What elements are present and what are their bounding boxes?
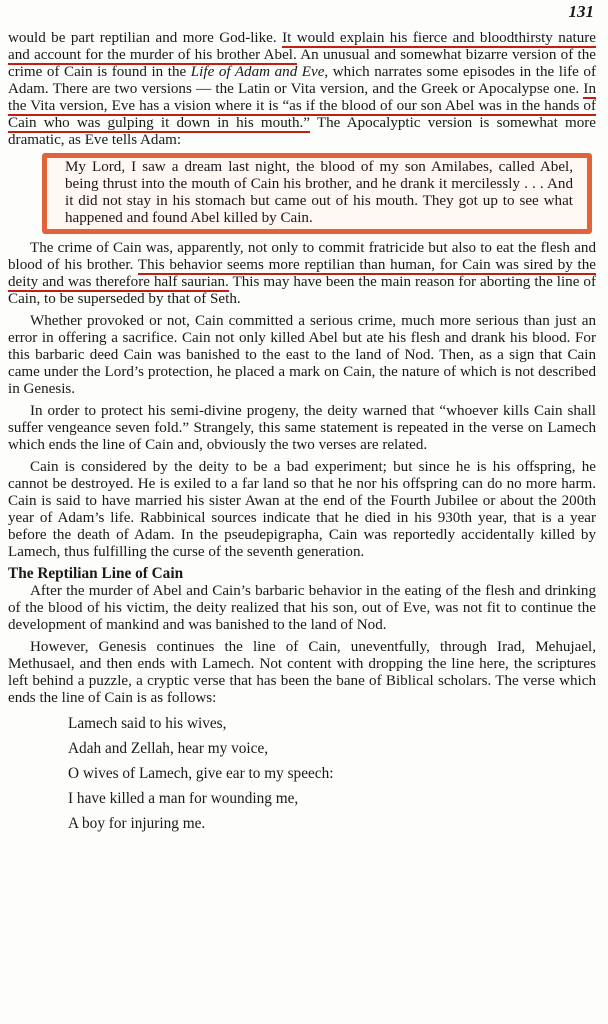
- text-span: This may have been the main reason for aborting the line of Cain, to be superseded by that of Seth.: [8, 274, 597, 307]
- page-content: [8, 30, 596, 836]
- paragraph-genesis-line: However, Genesis continues the line of Cain, uneventfully, through Irad, Mehujael, Methusael, and then ends with Lamech. Not content with dropping the line here, the scriptures left behind a puzzle, a cryptic verse that has been the bane of Biblical scholars. The verse which ends the line of Cain is as follows:: [8, 639, 596, 706]
- paragraph-provoked: Whether provoked or not, Cain committed a serious crime, much more serious than just an error in offering a sacrifice. Cain not only killed Abel but ate his flesh and drank his blood. For this barbaric deed Cain was banished to the east to the land of Nod. Then, as a sign that Cain came under the Lord’s protection, he placed a mark on Cain, the nature of which is not described in Genesis.: [8, 313, 596, 397]
- paragraph-crime-of-cain: [8, 240, 596, 308]
- verse-block: [68, 711, 596, 836]
- text-span: The Apocalyptic version is somewhat more dramatic, as Eve tells Adam:: [8, 115, 596, 148]
- verse-line: A boy for injuring me.: [68, 815, 206, 832]
- underlined-passage: It would explain his fierce and bloodthirsty nature and account for the murder of his brother Abel.: [8, 30, 597, 63]
- text-span: An unusual and somewhat bizarre version of the crime of Cain is found in the: [8, 47, 596, 80]
- block-quote: My Lord, I saw a dream last night, the blood of my son Amilabes, called Abel, being thrust into the mouth of Cain his brother, and he drank it mercilessly . . . And it did not stay in his stomach but came out of his mouth. They got up to see what happened and found Abel killed by Cain.: [65, 159, 573, 226]
- verse-line: Adah and Zellah, hear my voice,: [68, 740, 269, 757]
- text-span: , which narrates some episodes in the life of Adam. There are two versions — the Latin or Vita version, and the Greek or Apocalypse one.: [8, 64, 596, 97]
- page-number: 131: [568, 2, 594, 21]
- book-title: Life of Adam and Eve: [190, 64, 325, 80]
- section-heading: The Reptilian Line of Cain: [8, 565, 184, 582]
- underlined-passage: In the Vita version, Eve has a vision where it is “as if the blood of our son Abel was in the hands of Cain who was gulping it down in his mouth.”: [8, 81, 596, 131]
- verse-line: I have killed a man for wounding me,: [68, 790, 299, 807]
- paragraph-bad-experiment: Cain is considered by the deity to be a bad experiment; but since he is his offspring, he cannot be destroyed. He is exiled to a far land so that he nor his offspring can do no more harm. Cain is said to have married his sister Awan at the end of the Fourth Jubilee or about the 200th year of Adam’s life. Rabbinical sources indicate that he died in his 930th year, that is a year before the death of Adam. In the pseudepigrapha, Cain was reportedly accidentally killed by Lamech, thus fulfilling the curse of the seventh generation.: [8, 459, 596, 560]
- paragraph-protect-progeny: In order to protect his semi-divine progeny, the deity warned that “whoever kills Cain shall suffer vengeance seven fold.” Strangely, this same statement is repeated in the verse on Lamech which ends the line of Cain and, obviously the two verses are related.: [8, 403, 596, 453]
- paragraph-after-murder: After the murder of Abel and Cain’s barbaric behavior in the eating of the flesh and drinking of the blood of his victim, the deity realized that his son, out of Eve, was not fit to continue the development of mankind and was banished to the land of Nod.: [8, 583, 596, 633]
- verse-line: Lamech said to his wives,: [68, 715, 227, 732]
- underlined-passage: This behavior seems more reptilian than human, for Cain was sired by the deity and was therefore half saurian.: [8, 257, 596, 290]
- text-span: would be part reptilian and more God-like.: [8, 30, 283, 46]
- highlighted-quote-box: [42, 153, 592, 234]
- paragraph-cain-nature: [8, 30, 596, 149]
- text-span: The crime of Cain was, apparently, not only to commit fratricide but also to eat the flesh and blood of his brother.: [8, 240, 596, 273]
- verse-line: O wives of Lamech, give ear to my speech:: [68, 765, 334, 782]
